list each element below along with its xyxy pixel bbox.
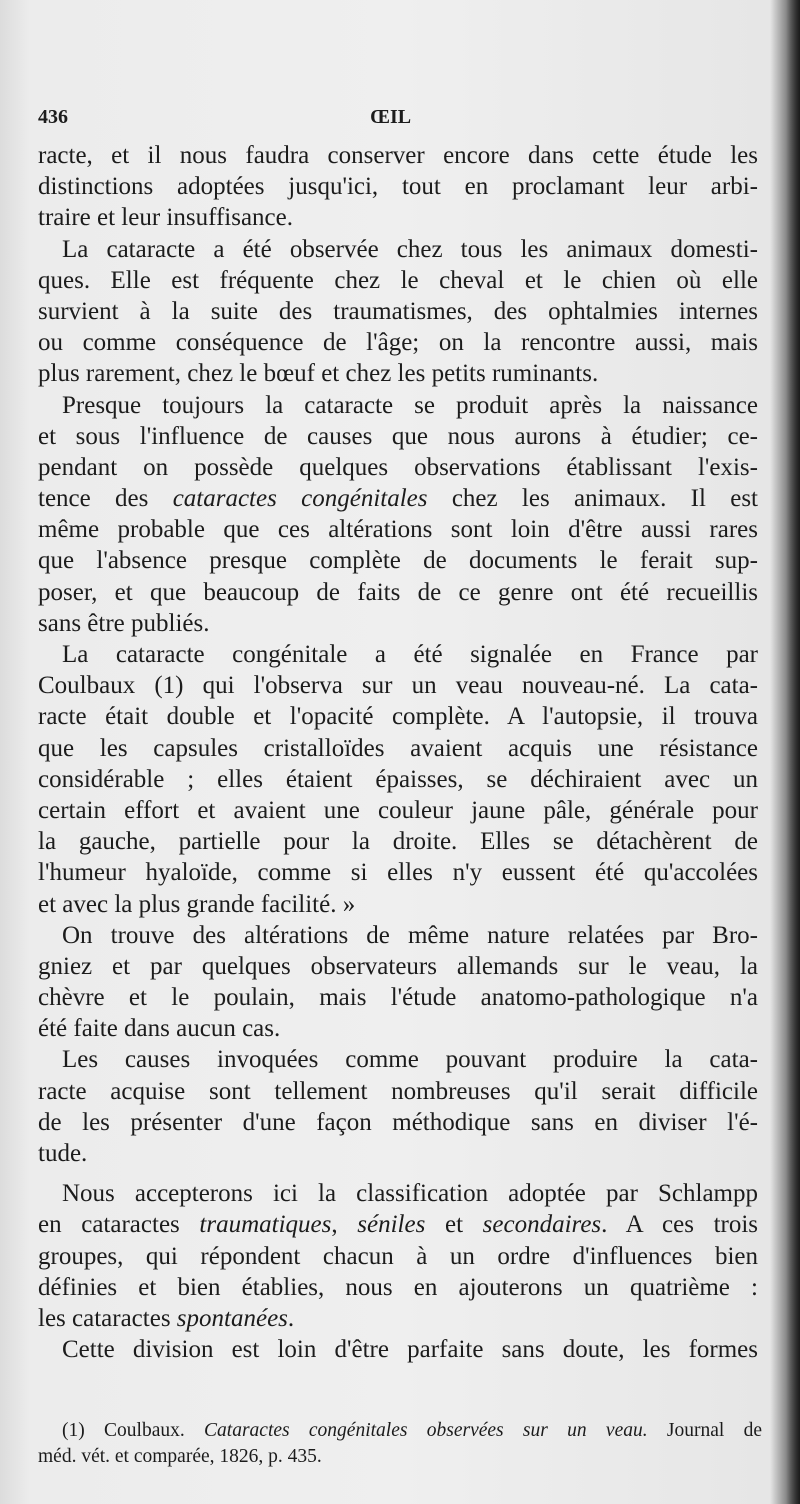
footnote-line: méd. vét. et comparée, 1826, p. 435. (38, 1446, 322, 1467)
text-run: , (331, 1211, 358, 1239)
footnote-marker: (1) Coulbaux. (62, 1420, 205, 1441)
text-line: pendant on possède quelques observations établissant l'exis- (38, 453, 758, 481)
italic-term: secondaires (482, 1211, 602, 1239)
text-line: chèvre et le poulain, mais l'étude anatomo-pathologique n'a (38, 984, 758, 1012)
running-header (38, 106, 754, 132)
paragraph (38, 140, 758, 234)
text-line: racte, et il nous faudra conserver encore dans cette étude les (38, 142, 758, 169)
footnote (38, 1418, 762, 1470)
text-line: définies et bien établies, nous en ajouterons un quatrième : (38, 1273, 758, 1301)
text-line: de les présenter d'une façon méthodique sans en diviser l'é- (38, 1108, 758, 1136)
text-line: que les capsules cristalloïdes avaient acquis une résistance (38, 734, 758, 762)
italic-term: cataractes congénitales (172, 485, 428, 513)
text-run: tence des (38, 485, 173, 513)
text-line: et sous l'influence de causes que nous aurons à étudier; ce- (38, 422, 758, 450)
text-line: Cette division est loin d'être parfaite sans doute, les formes (62, 1336, 758, 1364)
text-line: tude. (38, 1140, 88, 1167)
text-line: distinctions adoptées jusqu'ici, tout en proclamant leur arbi- (38, 173, 758, 201)
paragraph-gap (38, 1169, 758, 1178)
text-line: la gauche, partielle pour la droite. Elles se détachèrent de (38, 828, 758, 856)
italic-term: spontanées (176, 1304, 288, 1332)
footnote-line (38, 1418, 762, 1444)
text-run: . (287, 1304, 295, 1332)
text-line: considérable ; elles étaient épaisses, se déchiraient avec un (38, 765, 758, 793)
text-line: La cataracte a été observée chez tous les animaux domesti- (62, 235, 758, 263)
text-line: ques. Elle est fréquente chez le cheval et le chien où elle (38, 266, 758, 294)
text-run: . A ces trois (601, 1211, 759, 1239)
text-line (38, 1209, 758, 1240)
text-line: que l'absence presque complète de documents le ferait sup- (38, 547, 758, 575)
italic-term: séniles (357, 1211, 426, 1239)
paragraph (38, 234, 758, 390)
text-line: sans être publiés. (38, 609, 210, 637)
text-line (38, 1303, 758, 1334)
text-line: été faite dans aucun cas. (38, 1015, 281, 1043)
text-line: On trouve des altérations de même nature relatées par Bro- (62, 921, 758, 949)
paragraph (38, 920, 758, 1045)
text-run: en cataractes (38, 1211, 200, 1239)
text-run: Journal de (647, 1420, 762, 1441)
paragraph (38, 1044, 758, 1169)
text-line (38, 483, 758, 514)
page-number: 436 (38, 106, 68, 128)
paragraph (38, 1334, 758, 1365)
text-line: Presque toujours la cataracte se produit après la naissance (62, 391, 758, 419)
paragraph (38, 390, 758, 640)
paragraph (38, 639, 758, 920)
text-line: certain effort et avaient une couleur jaune pâle, générale pour (38, 796, 758, 824)
text-line: traire et leur insuffisance. (38, 204, 293, 232)
footnote-title: Cataractes congénitales observées sur un veau. (204, 1420, 648, 1441)
text-line: groupes, qui répondent chacun à un ordre d'influences bien (38, 1242, 758, 1270)
text-line: gniez et par quelques observateurs allemands sur le veau, la (38, 952, 758, 980)
text-line: survient à la suite des traumatismes, des ophtalmies internes (38, 297, 758, 325)
text-run: et (425, 1211, 483, 1239)
body-text (38, 140, 758, 1365)
text-line: même probable que ces altérations sont loin d'être aussi rares (38, 516, 758, 544)
text-line: plus rarement, chez le bœuf et chez les petits ruminants. (38, 360, 599, 388)
text-line: poser, et que beaucoup de faits de ce genre ont été recueillis (38, 578, 758, 606)
page-edge-shadow (786, 0, 800, 1504)
text-line: et avec la plus grande facilité. » (38, 890, 356, 918)
text-line: Nous accepterons ici la classification adoptée par Schlampp (62, 1180, 758, 1208)
italic-term: traumatiques (199, 1211, 332, 1239)
running-title: ŒIL (370, 106, 412, 128)
text-line: Les causes invoquées comme pouvant produire la cata- (62, 1046, 758, 1074)
text-run: chez les animaux. Il est (427, 485, 758, 513)
text-line: racte acquise sont tellement nombreuses qu'il serait difficile (38, 1077, 758, 1105)
text-line: l'humeur hyaloïde, comme si elles n'y eussent été qu'accolées (38, 859, 758, 887)
text-run: les cataractes (38, 1304, 177, 1332)
text-line: La cataracte congénitale a été signalée en France par (62, 641, 758, 668)
text-line: ou comme conséquence de l'âge; on la rencontre aussi, mais (38, 329, 758, 357)
text-line: Coulbaux (1) qui l'observa sur un veau nouveau-né. La cata- (38, 672, 758, 700)
paragraph (38, 1178, 758, 1334)
text-line: racte était double et l'opacité complète. A l'autopsie, il trouva (38, 703, 758, 731)
